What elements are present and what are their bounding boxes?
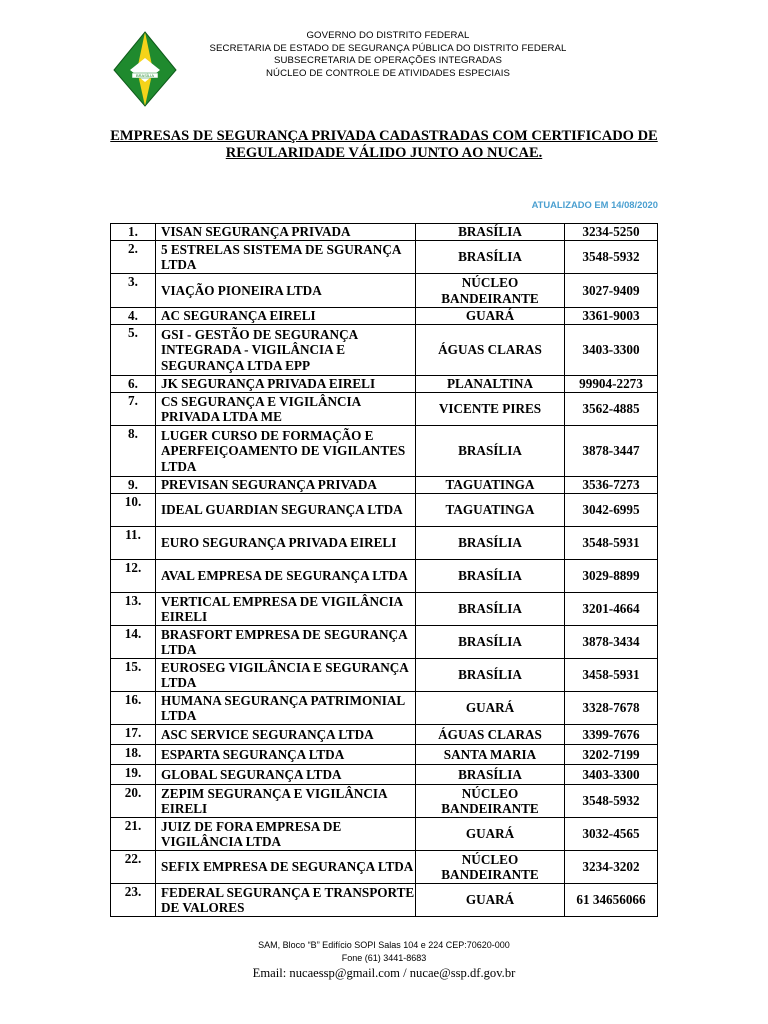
company-city: NÚCLEO BANDEIRANTE [416, 785, 565, 818]
company-name: EURO SEGURANÇA PRIVADA EIRELI [156, 527, 416, 560]
company-phone: 3878-3447 [565, 426, 658, 477]
company-name: AVAL EMPRESA DE SEGURANÇA LTDA [156, 560, 416, 593]
company-city: GUARÁ [416, 884, 565, 917]
company-phone: 3399-7676 [565, 725, 658, 745]
company-name: EUROSEG VIGILÂNCIA E SEGURANÇA LTDA [156, 659, 416, 692]
table-row [111, 325, 658, 376]
company-phone: 3548-5931 [565, 527, 658, 560]
company-number: 10. [111, 494, 156, 527]
company-city: BRASÍLIA [416, 626, 565, 659]
company-number: 3. [111, 274, 156, 308]
company-name: ESPARTA SEGURANÇA LTDA [156, 745, 416, 765]
company-number: 5. [111, 325, 156, 376]
footer-email: Email: nucaessp@gmail.com / nucae@ssp.df.gov.br [252, 966, 516, 980]
company-phone: 3042-6995 [565, 494, 658, 527]
company-phone: 3536-7273 [565, 477, 658, 494]
company-number: 13. [111, 593, 156, 626]
header-line-1: GOVERNO DO DISTRITO FEDERAL [306, 30, 470, 41]
company-phone: 3548-5932 [565, 241, 658, 274]
company-name: JK SEGURANÇA PRIVADA EIRELI [156, 376, 416, 393]
company-phone: 3562-4885 [565, 393, 658, 426]
company-city: BRASÍLIA [416, 765, 565, 785]
company-city: BRASÍLIA [416, 527, 565, 560]
company-number: 23. [111, 884, 156, 917]
table-row [111, 692, 658, 725]
title-line-2: REGULARIDADE VÁLIDO JUNTO AO NUCAE. [225, 145, 543, 161]
company-name: AC SEGURANÇA EIRELI [156, 308, 416, 325]
header-line-2: SECRETARIA DE ESTADO DE SEGURANÇA PÚBLICA DO DISTRITO FEDERAL [209, 42, 567, 54]
company-name: VIAÇÃO PIONEIRA LTDA [156, 274, 416, 308]
table-row [111, 659, 658, 692]
company-city: GUARÁ [416, 692, 565, 725]
company-city: TAGUATINGA [416, 477, 565, 494]
company-number: 20. [111, 785, 156, 818]
company-number: 16. [111, 692, 156, 725]
company-number: 14. [111, 626, 156, 659]
company-city: BRASÍLIA [416, 224, 565, 241]
document-title [100, 128, 668, 162]
company-phone: 3878-3434 [565, 626, 658, 659]
company-phone: 3458-5931 [565, 659, 658, 692]
company-name: JUIZ DE FORA EMPRESA DE VIGILÂNCIA LTDA [156, 818, 416, 851]
title-line-1: EMPRESAS DE SEGURANÇA PRIVADA CADASTRADAS COM CERTIFICADO DE [110, 128, 658, 144]
gdf-logo [112, 30, 178, 108]
company-city: TAGUATINGA [416, 494, 565, 527]
table-row [111, 241, 658, 274]
company-city: BRASÍLIA [416, 560, 565, 593]
table-row [111, 560, 658, 593]
logo-text: BRASÍLIA [135, 73, 155, 78]
company-number: 22. [111, 851, 156, 884]
company-city: BRASÍLIA [416, 593, 565, 626]
table-row [111, 494, 658, 527]
company-city: NÚCLEO BANDEIRANTE [416, 851, 565, 884]
table-row [111, 884, 658, 917]
table-row [111, 224, 658, 241]
company-city: VICENTE PIRES [416, 393, 565, 426]
institution-header [178, 30, 598, 80]
company-number: 2. [111, 241, 156, 274]
company-name: GSI - GESTÃO DE SEGURANÇA INTEGRADA - VIGILÂNCIA E SEGURANÇA LTDA EPP [156, 325, 416, 376]
company-phone: 3403-3300 [565, 765, 658, 785]
company-city: ÁGUAS CLARAS [416, 325, 565, 376]
brasilia-emblem-icon [112, 30, 178, 108]
table-row [111, 818, 658, 851]
updated-date: ATUALIZADO EM 14/08/2020 [531, 199, 658, 210]
table-row [111, 765, 658, 785]
footer [0, 939, 768, 981]
company-phone: 3027-9409 [565, 274, 658, 308]
company-name: BRASFORT EMPRESA DE SEGURANÇA LTDA [156, 626, 416, 659]
company-city: GUARÁ [416, 308, 565, 325]
company-name: VERTICAL EMPRESA DE VIGILÂNCIA EIRELI [156, 593, 416, 626]
company-name: VISAN SEGURANÇA PRIVADA [156, 224, 416, 241]
table-row [111, 274, 658, 308]
company-number: 12. [111, 560, 156, 593]
company-city: BRASÍLIA [416, 426, 565, 477]
table-row [111, 593, 658, 626]
company-phone: 3032-4565 [565, 818, 658, 851]
company-phone: 61 34656066 [565, 884, 658, 917]
table-row [111, 477, 658, 494]
company-name: ZEPIM SEGURANÇA E VIGILÂNCIA EIRELI [156, 785, 416, 818]
table-row [111, 426, 658, 477]
company-phone: 3234-5250 [565, 224, 658, 241]
table-row [111, 851, 658, 884]
company-number: 1. [111, 224, 156, 241]
company-name: SEFIX EMPRESA DE SEGURANÇA LTDA [156, 851, 416, 884]
table-row [111, 626, 658, 659]
company-number: 11. [111, 527, 156, 560]
company-name: FEDERAL SEGURANÇA E TRANSPORTE DE VALORES [156, 884, 416, 917]
company-number: 15. [111, 659, 156, 692]
table-row [111, 376, 658, 393]
company-number: 18. [111, 745, 156, 765]
company-phone: 3201-4664 [565, 593, 658, 626]
company-number: 6. [111, 376, 156, 393]
table-row [111, 785, 658, 818]
company-name: LUGER CURSO DE FORMAÇÃO E APERFEIÇOAMENTO DE VIGILANTES LTDA [156, 426, 416, 477]
company-phone: 3548-5932 [565, 785, 658, 818]
company-city: SANTA MARIA [416, 745, 565, 765]
company-name: ASC SERVICE SEGURANÇA LTDA [156, 725, 416, 745]
footer-address: SAM, Bloco “B” Edifício SOPI Salas 104 e 224 CEP:70620-000 [258, 940, 510, 950]
table-row [111, 725, 658, 745]
company-phone: 3202-7199 [565, 745, 658, 765]
company-phone: 3328-7678 [565, 692, 658, 725]
table-row [111, 393, 658, 426]
company-name: 5 ESTRELAS SISTEMA DE SGURANÇA LTDA [156, 241, 416, 274]
company-city: NÚCLEO BANDEIRANTE [416, 274, 565, 308]
company-phone: 3403-3300 [565, 325, 658, 376]
company-city: BRASÍLIA [416, 241, 565, 274]
footer-phone: Fone (61) 3441-8683 [341, 953, 427, 963]
company-name: HUMANA SEGURANÇA PATRIMONIAL LTDA [156, 692, 416, 725]
company-number: 17. [111, 725, 156, 745]
company-phone: 3029-8899 [565, 560, 658, 593]
company-number: 4. [111, 308, 156, 325]
company-number: 7. [111, 393, 156, 426]
company-city: PLANALTINA [416, 376, 565, 393]
table-row [111, 527, 658, 560]
company-name: IDEAL GUARDIAN SEGURANÇA LTDA [156, 494, 416, 527]
company-number: 8. [111, 426, 156, 477]
table-row [111, 308, 658, 325]
companies-table [110, 223, 658, 917]
company-phone: 3361-9003 [565, 308, 658, 325]
company-number: 9. [111, 477, 156, 494]
company-phone: 3234-3202 [565, 851, 658, 884]
company-number: 19. [111, 765, 156, 785]
company-name: PREVISAN SEGURANÇA PRIVADA [156, 477, 416, 494]
company-number: 21. [111, 818, 156, 851]
header-line-4: NÚCLEO DE CONTROLE DE ATIVIDADES ESPECIAIS [266, 67, 510, 79]
company-city: ÁGUAS CLARAS [416, 725, 565, 745]
company-city: GUARÁ [416, 818, 565, 851]
header-line-3: SUBSECRETARIA DE OPERAÇÕES INTEGRADAS [274, 55, 502, 67]
company-name: GLOBAL SEGURANÇA LTDA [156, 765, 416, 785]
table-row [111, 745, 658, 765]
company-name: CS SEGURANÇA E VIGILÂNCIA PRIVADA LTDA ME [156, 393, 416, 426]
company-city: BRASÍLIA [416, 659, 565, 692]
company-phone: 99904-2273 [565, 376, 658, 393]
